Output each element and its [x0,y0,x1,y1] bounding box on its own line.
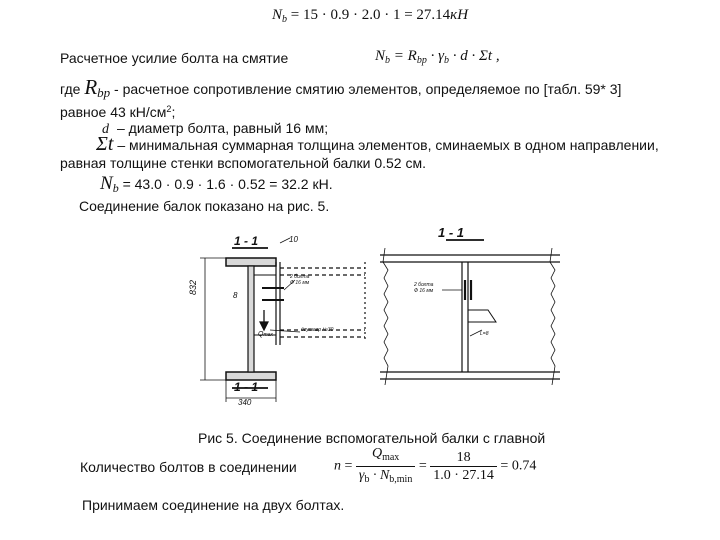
left-section-top: 1 - 1 [234,234,259,248]
angle-label: L=8 [480,331,489,337]
dim-width: 340 [238,398,252,407]
bearing-label: Расчетное усилие болта на смятие [60,50,289,66]
figure-caption: Рис 5. Соединение вспомогательной балки с главной [198,430,546,446]
sum-line: Σt – минимальная суммарная толщина элементов, сминаемых в одном направлении, [96,133,659,155]
sum-line-2: равная толщине стенки вспомогательной балки 0.52 см. [60,155,426,171]
accept-line: Принимаем соединение на двух болтах. [82,497,345,513]
right-bolts-label: 2 болта Ф 16 мм [414,282,434,294]
beam-note: двутавр №30 [301,327,334,333]
formula-top: $N_b = 15 \cdot 0.9 \cdot 2.0 \cdot 1 = 27.14кН$ [272,7,469,25]
bearing-formula: $N_b = R_{bp} \cdot \gamma_b \cdot d \cdot \Sigma t$ , [375,48,500,66]
where-line: где Rbp - расчетное сопротивление смятию элементов, определяемое по [табл. 59* 3] [60,75,622,100]
right-section-title: 1 - 1 [438,225,465,240]
dim-top: 10 [289,235,298,244]
q-label: Qmax [258,331,273,338]
dim-side: 8 [233,291,238,300]
connection-line: Соединение балок показано на рис. 5. [79,198,330,214]
dim-height: 832 [188,279,198,295]
diameter-line: d – диаметр болта, равный 16 мм; [102,120,329,137]
left-bolts-label: 2 болта Ф 16 мм [290,274,310,286]
count-label: Количество болтов в соединении [80,459,297,475]
equal-line: равное 43 $кН/см^2$; [60,104,176,120]
formula-second: Nb = 43.0 · 0.9 · 1.6 · 0.52 = 32.2 кН. [100,173,333,195]
left-section-bottom: 1 - 1 [234,380,259,394]
count-formula: n = $\frac{Q_{max}}{\gamma_b \cdot N_{b,min}}$ = $\frac{18}{1.0 \cdot 27.14}$ = 0.74 [334,446,537,485]
